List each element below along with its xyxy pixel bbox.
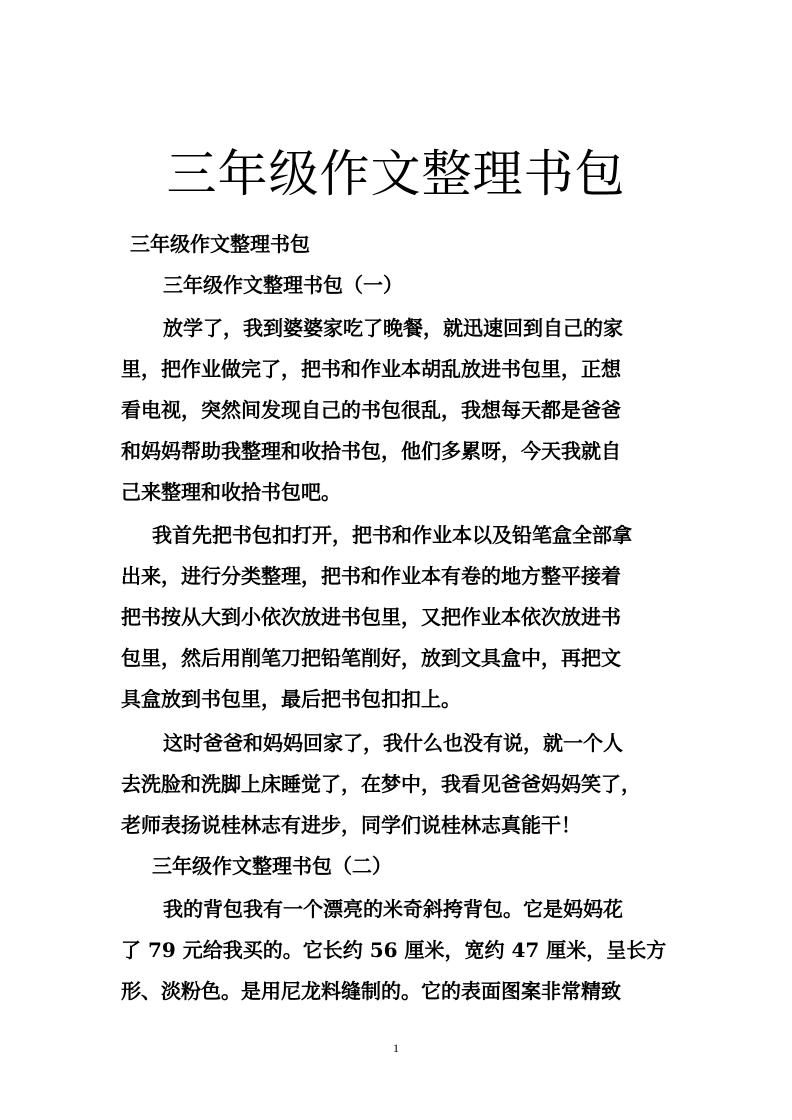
paragraph-line: 和妈妈帮助我整理和收拾书包，他们多累呀，今天我就自 [121, 439, 621, 463]
paragraph-line: 我的背包我有一个漂亮的米奇斜挎背包。它是妈妈花 [163, 897, 623, 921]
section-heading-two: 三年级作文整理书包（二） [152, 854, 392, 878]
paragraph-line: 里，把作业做完了，把书和作业本胡乱放进书包里，正想 [121, 357, 621, 381]
section-heading-one: 三年级作文整理书包（一） [163, 273, 403, 297]
paragraph-line: 具盒放到书包里，最后把书包扣扣上。 [121, 687, 461, 711]
paragraph-line: 把书按从大到小依次放进书包里，又把作业本依次放进书 [121, 605, 621, 629]
paragraph-line: 我首先把书包扣打开，把书和作业本以及铅笔盒全部拿 [152, 523, 632, 547]
paragraph-line: 老师表扬说桂林志有进步，同学们说桂林志真能干！ [121, 813, 581, 837]
document-subtitle: 三年级作文整理书包 [130, 232, 310, 256]
paragraph-line: 这时爸爸和妈妈回家了，我什么也没有说，就一个人 [163, 731, 623, 755]
paragraph-line: 己来整理和收拾书包吧。 [121, 480, 341, 504]
page-number: 1 [393, 1041, 399, 1055]
paragraph-line: 出来，进行分类整理，把书和作业本有卷的地方整平接着 [121, 564, 621, 588]
paragraph-line: 了 79 元给我买的。它长约 56 厘米，宽约 47 厘米，呈长方 [121, 938, 667, 962]
document-title: 三年级作文整理书包 [166, 145, 626, 203]
paragraph-line: 包里，然后用削笔刀把铅笔削好，放到文具盒中，再把文 [121, 646, 621, 670]
paragraph-line: 形、淡粉色。是用尼龙料缝制的。它的表面图案非常精致 [121, 979, 621, 1003]
paragraph-line: 看电视，突然间发现自己的书包很乱，我想每天都是爸爸 [121, 398, 621, 422]
paragraph-line: 去洗脸和洗脚上床睡觉了，在梦中，我看见爸爸妈妈笑了， [121, 772, 641, 796]
paragraph-line: 放学了，我到婆婆家吃了晚餐，就迅速回到自己的家 [163, 316, 623, 340]
